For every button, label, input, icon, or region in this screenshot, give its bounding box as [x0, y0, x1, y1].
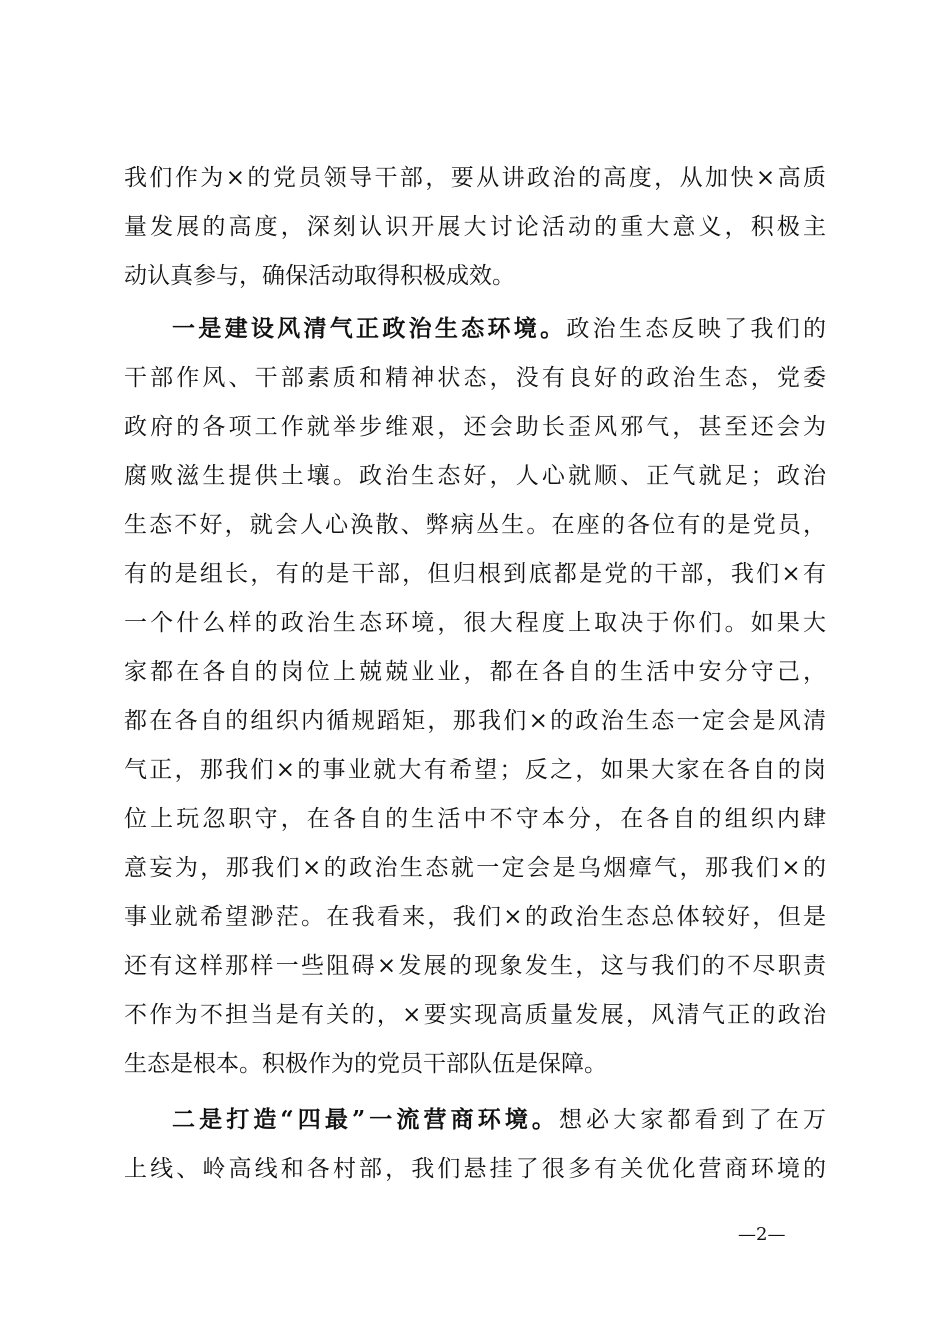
section-one-line: 位上玩忽职守，在各自的生活中不守本分，在各自的组织内肆: [124, 806, 826, 832]
section-one-first-line-text: 政治生态反映了我们的: [566, 316, 827, 342]
section-one-line: 不作为不担当是有关的，×要实现高质量发展，风清气正的政治: [124, 1002, 826, 1028]
intro-line-3: 动认真参与，确保活动取得积极成效。: [124, 263, 515, 289]
section-one-line: 有的是组长，有的是干部，但归根到底都是党的干部，我们×有: [124, 561, 826, 587]
section-one-line: 还有这样那样一些阻碍×发展的现象发生，这与我们的不尽职责: [124, 953, 826, 979]
section-one-line: 都在各自的组织内循规蹈矩，那我们×的政治生态一定会是风清: [124, 708, 826, 734]
section-two-first-line-text: 想必大家都看到了在万: [559, 1107, 826, 1133]
intro-line-1: 我们作为×的党员领导干部，要从讲政治的高度，从加快×高质: [124, 165, 826, 191]
section-one-line: 干部作风、干部素质和精神状态，没有良好的政治生态，党委: [124, 365, 826, 391]
intro-line-2: 量发展的高度，深刻认识开展大讨论活动的重大意义，积极主: [124, 214, 826, 240]
section-one-line: 意妄为，那我们×的政治生态就一定会是乌烟瘴气，那我们×的: [124, 855, 826, 881]
page-number: —2—: [738, 1224, 786, 1245]
section-two-line: 上线、岭高线和各村部，我们悬挂了很多有关优化营商环境的: [124, 1156, 826, 1182]
section-one-line: 气正，那我们×的事业就大有希望；反之，如果大家在各自的岗: [124, 757, 826, 783]
section-one-line: 事业就希望渺茫。在我看来，我们×的政治生态总体较好，但是: [124, 904, 826, 930]
section-two-heading: 二是打造“四最”一流营商环境。: [172, 1106, 560, 1133]
section-one-line: 一个什么样的政治生态环境，很大程度上取决于你们。如果大: [124, 610, 826, 636]
section-one-line: 腐败滋生提供土壤。政治生态好，人心就顺、正气就足；政治: [124, 463, 826, 489]
section-two-first-line: [172, 1100, 826, 1140]
section-one-heading: 一是建设风清气正政治生态环境。: [172, 315, 567, 342]
section-one-line: 生态不好，就会人心涣散、弊病丛生。在座的各位有的是党员，: [124, 512, 826, 538]
section-one-line: 政府的各项工作就举步维艰，还会助长歪风邪气，甚至还会为: [124, 414, 826, 440]
section-one-line: 家都在各自的岗位上兢兢业业，都在各自的生活中安分守己，: [124, 659, 826, 685]
section-one-line: 生态是根本。积极作为的党员干部队伍是保障。: [124, 1051, 607, 1077]
section-one-first-line: [172, 309, 826, 349]
